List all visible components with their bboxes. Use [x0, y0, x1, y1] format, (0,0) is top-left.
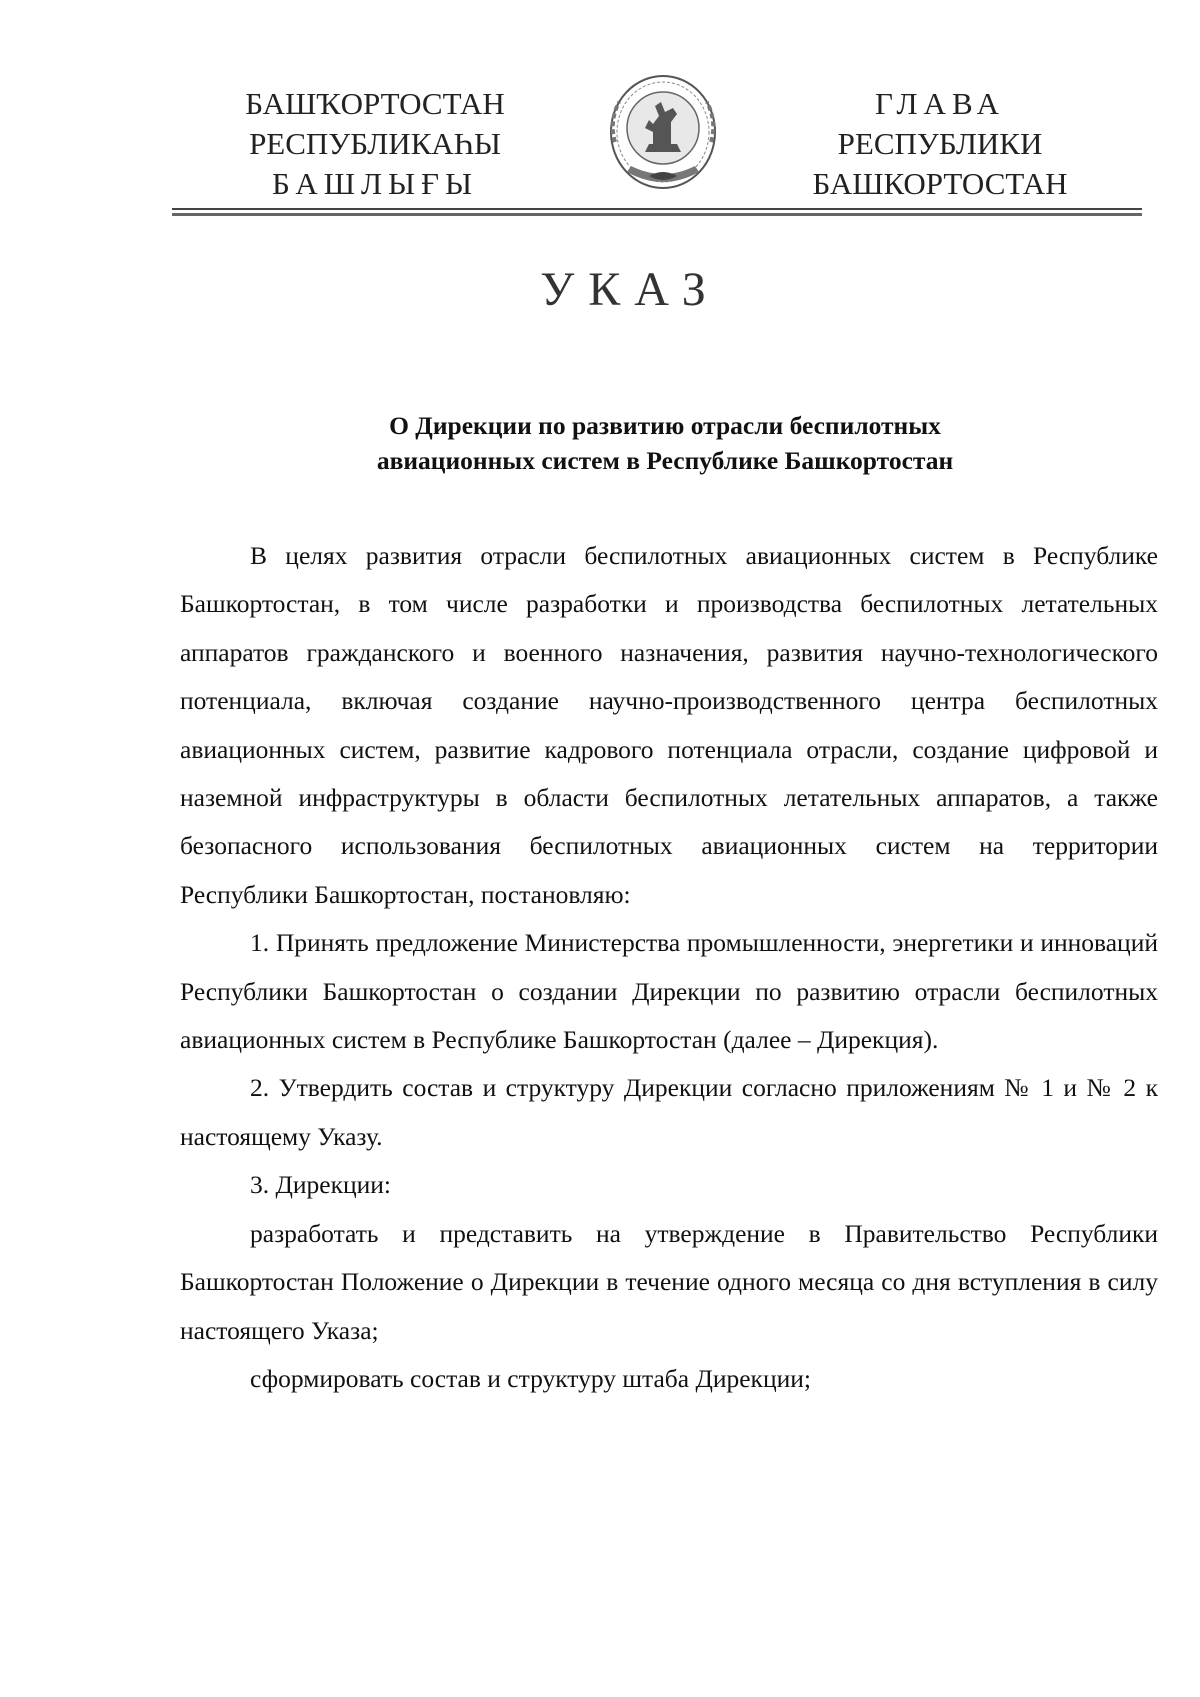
header-russian-line-1: ГЛАВА: [874, 86, 1006, 121]
item-3-heading: 3. Дирекции:: [250, 1170, 392, 1200]
header-bashkir: [215, 84, 535, 204]
decree-title: УКАЗ: [540, 263, 720, 316]
header-bashkir-line-3: БАШЛЫҒЫ: [271, 166, 479, 201]
header-bashkir-line-1: БАШҠОРТОСТАН: [245, 86, 505, 121]
decree-subject: [200, 408, 1130, 478]
item-1-paragraph: 1. Принять предложение Министерства промышленности, энергетики и инноваций Республики Башкортостан о создании Дирекции по развитию отрасли беспилотных авиационных систем в Республике Башкортостан (далее – Дирекция).: [180, 928, 1158, 1055]
decree-subject-line-2: авиационных систем в Республике Башкортостан: [376, 446, 954, 475]
item-2-paragraph: 2. Утвердить состав и структуру Дирекции согласно приложениям № 1 и № 2 к настоящему Указу.: [180, 1073, 1158, 1151]
header-divider-thin: [172, 208, 1142, 210]
header-russian: [790, 84, 1090, 204]
decree-subject-line-1: О Дирекции по развитию отрасли беспилотных: [389, 411, 941, 440]
header-bashkir-line-2: РЕСПУБЛИКАҺЫ: [249, 126, 501, 161]
item-3-task-1: разработать и представить на утверждение в Правительство Республики Башкортостан Положение о Дирекции в течение одного месяца со дня вступления в силу настоящего Указа;: [180, 1218, 1158, 1345]
item-3-task-2: сформировать состав и структуру штаба Дирекции;: [250, 1363, 811, 1393]
preamble-paragraph: В целях развития отрасли беспилотных авиационных систем в Республике Башкортостан, в том числе разработки и производства беспилотных летательных аппаратов гражданского и военного назначения, развития научно-технологического потенциала, включая создание научно-производственного центра беспилотных авиационных систем, развитие кадрового потенциала отрасли, создание цифровой и наземной инфраструктуры в области беспилотных летательных аппаратов, а также безопасного использования беспилотных авиационных систем на территории Республики Башкортостан, постановляю:: [180, 541, 1158, 909]
coat-of-arms-icon: [605, 72, 721, 202]
decree-body: [180, 532, 1158, 1403]
header-divider-thick: [172, 213, 1142, 216]
header-russian-line-3: БАШКОРТОСТАН: [812, 166, 1068, 201]
header-russian-line-2: РЕСПУБЛИКИ: [837, 126, 1043, 161]
